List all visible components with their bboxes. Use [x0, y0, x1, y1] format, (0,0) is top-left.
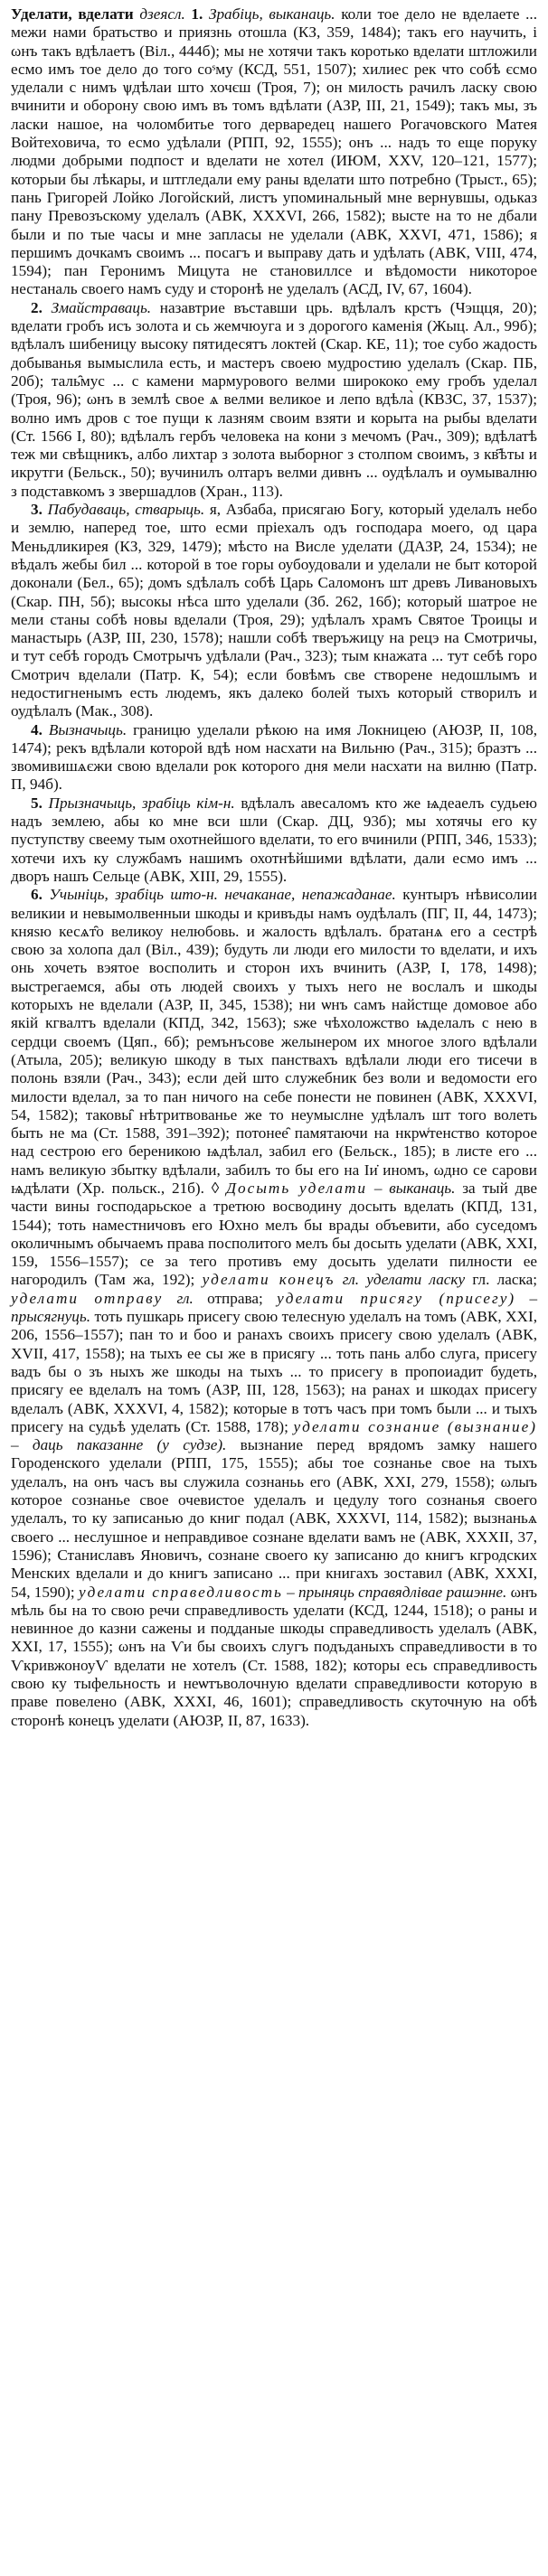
sense-citations: назавтрие въставши црь. вдѣлалъ крстъ (Чэщця, 20); вделати гробъ исъ золота и сь жемчюуга и з дорогого каменія (Жыц. Ал., 99б); вдѣлалъ шибеницу высоку пятидесятъ локтей (Скар. КЕ, 11); тое субо жадость добыванья вымыслила есть, и мастеръ своею мудростию уделалъ (Скар. ПБ, 20б); таль̑мус ... с камени мармурового велми ширококо ему гробъ уделал (Троя, 96); ωнъ в землѣ свое ѧ велми великое и лепо вдѣла̀ (КВЗС, 37, 1537); волно имъ дров с тое пущи к лазням своим взяти и корыта на рыбы вделати (Ст. 1566 I, 80); вдѣлалъ гербъ человека на кони з мечомъ (Рач., 309); вдѣлатѣ теж ми свѣщникъ, албо лихтар з золота выборног з столпом своимъ, з кв҃ѣты и икрутги (Бельск., 50); вучинилъ олтаръ велми дивнъ ... оудѣлалъ и оумывалню з подставкомъ з звершадлов (Хран., 113).: [11, 298, 538, 500]
phrase-citations: ωнъ мѣль бы на то свою речи справедливость уделати (КСД, 1244, 1518); о раны и невинное до казни сажены и подданые шкоды справедливость уделалъ (АВК, XXI, 17, 1555); ωнъ на Ѵи бы своихъ слугъ подъданыхъ справедливости в то ѴкривжоноуѴ вделати не хотелъ (Ст. 1588, 182); которы есь справедливость свою ку тыфельность и неѡтъволочную вделати справедливости которую в праве повелено (АВК, XXXI, 46, 1601); справедливость скуточную на обѣ сторонѣ конецъ уделати (АЮЗР, II, 87, 1633).: [11, 1583, 538, 1729]
entry-pos: дзеясл.: [139, 5, 185, 23]
phrase-gloss: гл.: [176, 1289, 194, 1307]
phrase-citations: тоть пушкарь присегу свою телесную уделалъ на томъ (АВК, XXI, 206, 1556–1557); пан то и боо и ранахъ своихъ присегу свою уделалъ (АВК, XVII, 417, 1558); на тыхъ ее сы же в присягу ... тоть пань албо слуга, присегу вадъ бы о зъ ныхъ же шкоды на тыхъ ... то присегу в пропоиадит будеть, присягу ее вделалъ на томъ (АЗР, III, 128, 1563); на ранах и шкодах присегу вделалъ (АВК, XXXVI, 4, 1582); которые в тотъ часъ при томъ были ... и тыхъ присегу на судьѣ уделать (Ст. 1588, 178);: [11, 1308, 537, 1435]
phrase-label: уделати конецъ: [202, 1271, 335, 1289]
sense-number: 3.: [31, 501, 43, 519]
phrase-citations: вызнание перед врядомъ замку нашего Городенского уделали (РПП, 175, 1555); абы тое сознанье свое на тыхъ уделалъ, на онъ часъ вы служила сознаньь его (АВК, XXI, 279, 1558); ωлыъ которое сознанье свое очевистое уделалъ и цедулу того сознанья своего уделалъ, то ку записанью до книг подал (АВК, XXXVI, 114, 1582); вызнаньѧ своего ... неслушное и неправдивое сознане вделати вамъ не (АВК, XXXII, 37, 1596); Станиславъ Яновичъ, сознане своего ку записаню до книгъ кгродских Менских вделали и до книгъ записано ... при книгахъ зоставил (АВК, XXXI, 54, 1590);: [11, 1436, 537, 1601]
phrase-gloss: выканаць.: [389, 1180, 456, 1197]
entry-sense-6: 6. Учыніць, зрабіць што-н. нечаканае, непажаданае. кунтыръ нѣвисолии великии и невымолвенныи шкоды и кривъды намъ оудѣлалъ (ПГ, II, 44, 1473); княѕю кесѧт̑о великоу нелюбовь. и жалость вдѣлалъ. братанѧ его а сестрѣ свою за холопа дал (Віл., 439); будуть ли люди его милости то вделати, и ихъ онь хочеть вэятое восполить и сторон ихъ вчинить (АЗР, I, 178, 1498); выстрегаемся, абы оть людей своихъ у тыхъ него не вослалъ и шкоды которыхъ не вделали (АЗР, II, 345, 1538); ни ѡнъ самъ найстще домовое або якій кгвалтъ вделали (КПД, 342, 1563); ѕже чѣхоложство ѩделалъ с нею в сердци своемъ (Цяп., 6б); ремънъсове желынером их многое злого вдѣлали (Атыла, 205); великую шкоду в тых панствахъ вдѣлали люди его тисечи в полонь взяли (Рач., 343); если дей што служебник без воли и ведомости его милости вделал, за то пан ничого на себе понести не повинен (АВК, XXXVI, 54, 1582); таковы̑ нѣтритвованье же то неумыслне удѣлалъ шт того волеть быть не ма (Ст. 1588, 391–392); потонее̑ памятаючи на нкрѡ͑тенство которое над сестрою его береникою ѩдѣлал, забил его (Бельск., 185); в листе его ... намъ великую збытку вдѣлали, забилъ то бы его на Іи̇ иномъ, ωдно се сарови ѩдѣлати (Хр. польск., 21б). ◊ Досыть уделати – выканаць. за тый две части вины господарьское а третюю восводину досыть вделать (КПД, 131, 1544); тоть наместничовъ его Юхно мелъ бы врады объевити, або суседомъ околичнымъ обычаемъ права посполитого мелъ бы досыть уделати (АВК, XXI, 159, 1556–1557); се за тего противъ ему досыть уделати пилности ее нагородилъ (Там жа, 192); уделати конецъ гл. уделати ласку гл. ласка; уделати отправу гл. отправа; уделати присягу (присегу) – прысягнуць. тоть пушкарь присегу свою телесную уделалъ на томъ (АВК, XXI, 206, 1556–1557); пан то и боо и ранахъ своихъ присегу свою уделалъ (АВК, XVII, 417, 1558); на тыхъ ее сы же в присягу ... тоть пань албо слуга, присегу вадъ бы о зъ ныхъ же шкоды на тыхъ ... то присегу в пропоиадит будеть, присягу ее вделалъ на томъ (АЗР, III, 128, 1563); на ранах и шкодах присегу вделалъ (АВК, XXXVI, 4, 1582); которые в тотъ часъ при томъ были ... и тыхъ присегу на судьѣ уделать (Ст. 1588, 178); уделати сознание (вызнание) – даць паказанне (у судзе). вызнание перед врядомъ замку нашего Городенского уделали (РПП, 175, 1555); абы тое сознанье свое на тыхъ уделалъ, на онъ часъ вы служила сознаньь его (АВК, XXI, 279, 1558); ωлыъ которое сознанье свое очевистое уделалъ и цедулу того сознанья своего уделалъ, то ку записанью до книг подал (АВК, XXXVI, 114, 1582); вызнаньѧ своего ... неслушное и неправдивое сознане вделати вамъ не (АВК, XXXII, 37, 1596); Станиславъ Яновичъ, сознане своего ку записаню до книгъ кгродских Менских вделали и до книгъ записано ... при книгахъ зоставил (АВК, XXXI, 54, 1590); уделати справедливость – прыняць справядлівае рашэнне. ωнъ мѣль бы на то свою речи справедливость уделати (КСД, 1244, 1518); о раны и невинное до казни сажены и подданые шкоды справедливость уделалъ (АВК, XXI, 17, 1555); ωнъ на Ѵи бы своихъ слугъ подъданыхъ справедливости в то ѴкривжоноуѴ вделати не хотелъ (Ст. 1588, 182); которы есь справедливость свою ку тыфельность и неѡтъволочную вделати справедливости которую в праве повелено (АВК, XXXI, 46, 1601); справедливость скуточную на обѣ сторонѣ конецъ уделати (АЮЗР, II, 87, 1633).: [11, 886, 538, 1729]
entry-sense-3: [11, 501, 537, 721]
sense-gloss: Учыніць, зрабіць што-н. нечаканае, непажаданае.: [49, 886, 396, 904]
entry-headword: Уделати, вделати: [11, 5, 134, 23]
sense-citations: коли тое дело не вделаете ... межи нами братьство и приязнь отошла (КЗ, 359, 1484); такъ его научить, і ωнъ такъ вдѣлаетъ (Віл., 444б); мы не хотячи такъ коротько вделати штложили есмо имъ тое дело до того соˢму (КСД, 551, 1507); хилиес рек что собѣ єсмо уделали с нимъ ѱдѣлаи што хочєш (Троя, 7); он милость рачилъ ласку свою вчинити и оборону свою имъ въ томъ вдѣлати (АЗР, III, 21, 1549); такъ мы, зъ ласки нашое, на чоломбитье того дерваредец нашего Рогачовского Матея Войтеховича, то есмо удѣлали (РПП, 92, 1555); онъ ... надъ то еще поруку людми добрыми подпост и вделати не хотел (ИЮМ, XXV, 120–121, 1577); которыи бы лѣкары, и штгледали ему раны вделати што потребно (Трыст., 65); пань Григорей Лойко Логойский, листъ упоминальный мне вернувшы, одьказ пану Превозъскому уделалъ (АВК, XXXVI, 266, 1582); выстe на то не дбали были и по тые часы и мне запласы не уделали (АВК, XXVI, 471, 1586); я першимъ дочкамъ своимъ ... посагъ и выправу дать и удѣлать (АВК, VIII, 474, 1594); пан Геронимъ Мицута не становиллсе и вѣдомости никоторое нестаналь своего намъ суду и сторонѣ не уделалъ (АСД, IV, 67, 1604).: [11, 5, 538, 298]
entry-sense-1: [11, 5, 537, 299]
sense-citations: я, Азбаба, присягаю Богу, который уделалъ небо и землю, наперед тое, што есми прiехалъ одъ господара моего, од цара Меньдликирея (КЗ, 329, 1479); мѣсто на Висле уделати (ДАЗР, 24, 1534); не вѣдалъ жебы бил ... которой в тое горы оубоудовали и уделали не быт которой доконали (Бел., 65); домъ ѕдѣлалъ собѣ Царь Саломонъ шт древъ Ливановыхъ (Скар. ПН, 5б); высокы нѣса што уделали (Зб. 262, 16б); который шатрое не мели станы собѣ новы вделали (Троя, 29); удѣлалъ храмъ Святое Троицы и манастырь (АЗР, III, 230, 1578); нашли собѣ тверъжицу на рецэ на Смотричы, и тут себѣ городъ Смотрычъ удѣлали (Рач., 323); тым кнажата ... тут себѣ горо Смотрич вделали (Патр. К, 54); если бовѣмъ све створене недошлымъ и недостигненымъ есть людемъ, якъ далеко болей тыхъ который створилъ и оудѣлалъ (Мак., 308).: [11, 501, 537, 720]
sense-citations: кунтыръ нѣвисолии великии и невымолвенныи шкоды и кривъды намъ оудѣлалъ (ПГ, II, 44, 1473); княѕю кесѧт̑о великоу нелюбовь. и жалость вдѣлалъ. братанѧ его а сестрѣ свою за холопа дал (Віл., 439); будуть ли люди его милости то вделати, и ихъ онь хочеть вэятое восполить и сторон ихъ вчинить (АЗР, I, 178, 1498); выстрегаемся, абы оть людей своихъ у тыхъ него не вослалъ и шкоды которыхъ не вделали (АЗР, II, 345, 1538); ни ѡнъ самъ найстще домовое або якій кгвалтъ вделали (КПД, 342, 1563); ѕже чѣхоложство ѩделалъ с нею в сердци своемъ (Цяп., 6б); ремънъсове желынером их многое злого вдѣлали (Атыла, 205); великую шкоду в тых панствахъ вдѣлали люди его тисечи в полонь взяли (Рач., 343); если дей што служебник без воли и ведомости его милости вделал, за то пан ничого на себе понести не повинен (АВК, XXXVI, 54, 1582); таковы̑ нѣтритвованье же то неумыслне удѣлалъ шт того волеть быть не ма (Ст. 1588, 391–392); потонее̑ памятаючи на нкрѡ͑тенство которое над сестрою его береникою ѩдѣлал, забил его (Бельск., 185); в листе его ... намъ великую збытку вдѣлали, забилъ то бы его на Іи̇ иномъ, ωдно се сарови ѩдѣлати (Хр. польск., 21б).: [11, 886, 537, 1197]
phrase-citations: за тый две части вины господарьское а третюю восводину досыть вделать (КПД, 131, 1544); тоть наместничовъ его Юхно мелъ бы врады объевити, або суседомъ околичнымъ обычаемъ права посполитого мелъ бы досыть уделати (АВК, XXI, 159, 1556–1557); се за тего противъ ему досыть уделати пилности ее нагородилъ (Там жа, 192);: [11, 1180, 537, 1289]
sense-gloss: Прызначыць, зрабіць кім-н.: [48, 794, 235, 812]
sense-gloss: Пабудаваць, стварыць.: [47, 501, 205, 519]
entry-sense-4: [11, 721, 537, 794]
sense-citations: границю уделали рѣкою на имя Локницею (АЮЗР, II, 108, 1474); рекъ вдѣлали которой вдѣ ном насхати на Вильню (Рач., 315); бразтъ ... звомивишѧєжи свою вделали рок которого дня мели насхати на вилню (Патр. П, 94б).: [11, 720, 538, 794]
sense-gloss: Вызначыць.: [48, 720, 128, 738]
sense-number: 6.: [31, 886, 43, 904]
phrase-gloss: гл. уделати ласку: [342, 1271, 466, 1289]
sense-gloss: Змайстраваць.: [51, 298, 152, 316]
sense-gloss: Зрабіць, выканаць.: [208, 5, 335, 23]
phrase-citations: гл. ласка;: [472, 1271, 538, 1289]
phrase-label: Досыть уделати: [226, 1180, 367, 1197]
phrase-label: уделати отправу: [11, 1289, 164, 1307]
phrase-label: уделати присягу (присегу): [277, 1289, 516, 1307]
phrase-label: уделати сознание (вызнание): [293, 1417, 537, 1435]
sense-number: 4.: [31, 720, 43, 738]
sense-number: 1.: [191, 5, 203, 23]
sense-number: 5.: [31, 794, 43, 812]
sense-number: 2.: [31, 298, 43, 316]
phrase-gloss: – даць паказанне (у судзе).: [11, 1436, 227, 1454]
phrase-gloss: – прысягнуць.: [11, 1289, 538, 1326]
phrase-label: уделати справедливость: [78, 1583, 283, 1601]
dictionary-entry: [11, 5, 537, 1730]
entry-sense-5: [11, 794, 537, 886]
sense-citations: вдѣлалъ авесаломъ кто же ѩдеаелъ судьею надъ землею, абы ко мне вси шли (Скар. ДЦ, 93б); мы хотячы его ку пуступству свеему тым охотнейшого вделати, то его вчинили (РПП, 346, 1533); хотечи ихъ ку службамъ нашимъ охотнѣйшими вдѣлати, дали есмо имъ ... дворъ нашъ Сельце (АВК, XIII, 29, 1555).: [11, 794, 537, 885]
phrase-citations: отправа;: [207, 1289, 263, 1307]
phrase-gloss: – прыняць справядлівае рашэнне.: [287, 1583, 507, 1601]
entry-sense-2: [11, 299, 537, 501]
